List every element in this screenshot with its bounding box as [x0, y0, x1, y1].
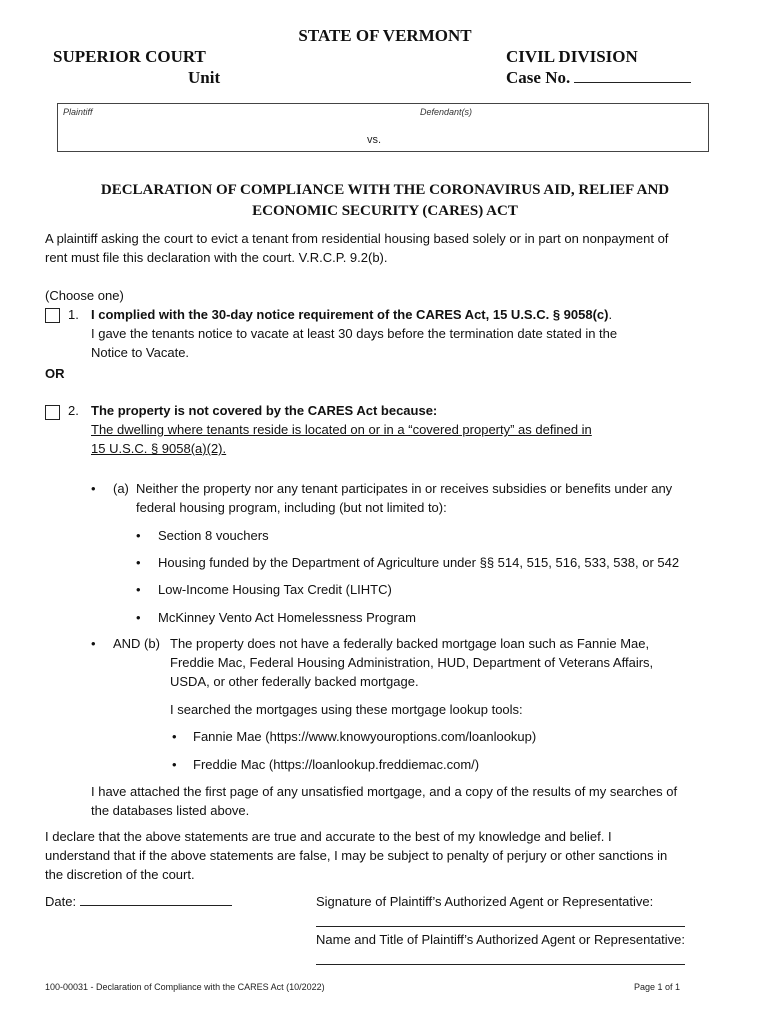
option-1-checkbox[interactable]	[45, 308, 60, 323]
program-bullet: •	[136, 528, 141, 543]
program-item: McKinney Vento Act Homelessness Program	[158, 610, 416, 625]
attached-line-2: the databases listed above.	[91, 803, 250, 818]
defendant-label: Defendant(s)	[420, 107, 473, 117]
item-b-line-3: USDA, or other federally backed mortgage.	[170, 674, 419, 689]
program-bullet: •	[136, 610, 141, 625]
option-2-line-1: The dwelling where tenants reside is located on or in a “covered property” as defined in	[91, 422, 592, 437]
intro-line-2: rent must file this declaration with the court. V.R.C.P. 9.2(b).	[45, 250, 388, 265]
option-1-line-2: Notice to Vacate.	[91, 345, 190, 360]
option-2-line-2: 15 U.S.C. § 9058(a)(2).	[91, 441, 227, 456]
name-title-line[interactable]	[316, 964, 685, 965]
item-b-label: AND (b)	[113, 636, 160, 651]
option-1-text	[91, 305, 617, 362]
or-divider: OR	[45, 366, 65, 381]
case-number-label: Case No.	[506, 68, 571, 87]
case-number-field[interactable]	[574, 82, 691, 83]
item-a-label: (a)	[113, 481, 129, 496]
item-b-line-2: Freddie Mac, Federal Housing Administration, HUD, Department of Veterans Affairs,	[170, 655, 654, 670]
declare-line-1: I declare that the above statements are true and accurate to the best of my knowledge and belief. I	[45, 829, 612, 844]
tool-item: Freddie Mac (https://loanlookup.freddiemac.com/)	[193, 757, 480, 772]
defendant-field[interactable]	[413, 104, 708, 151]
program-item: Low-Income Housing Tax Credit (LIHTC)	[158, 582, 392, 597]
item-a-text	[136, 479, 672, 517]
option-1-number: 1.	[68, 307, 79, 322]
plaintiff-label: Plaintiff	[63, 107, 93, 117]
unit-label: Unit	[188, 68, 221, 87]
page-number: Page 1 of 1	[634, 982, 681, 992]
option-2-heading: The property is not covered by the CARES Act because:	[91, 403, 438, 418]
intro-paragraph	[45, 229, 668, 267]
document-title	[0, 180, 770, 222]
declaration-statement	[45, 827, 667, 884]
division-label: CIVIL DIVISION	[506, 47, 638, 66]
declare-line-3: the discretion of the court.	[45, 867, 195, 882]
date-row	[45, 892, 232, 911]
plaintiff-field[interactable]	[58, 104, 358, 151]
option-1-line-1: I gave the tenants notice to vacate at least 30 days before the termination date stated in the	[91, 326, 618, 341]
tool-bullet: •	[172, 729, 177, 744]
bullet-b: •	[91, 636, 96, 651]
option-2-number: 2.	[68, 403, 79, 418]
item-b-line-1: The property does not have a federally backed mortgage loan such as Fannie Mae,	[170, 636, 650, 651]
title-line-2: ECONOMIC SECURITY (CARES) ACT	[252, 203, 518, 219]
attached-line-1: I have attached the first page of any unsatisfied mortgage, and a copy of the results of my searches of	[91, 784, 678, 799]
declare-line-2: understand that if the above statements are false, I may be subject to penalty of perjury or other sanctions in	[45, 848, 668, 863]
item-a-line-2: federal housing program, including (but not limited to):	[136, 500, 447, 515]
attachment-statement	[91, 782, 677, 820]
name-title-label: Name and Title of Plaintiff’s Authorized Agent or Representative:	[316, 932, 686, 947]
item-a-line-1: Neither the property nor any tenant participates in or receives subsidies or benefits under any	[136, 481, 673, 496]
date-field[interactable]	[80, 905, 232, 906]
state-heading: STATE OF VERMONT	[298, 26, 472, 45]
caption-box	[57, 103, 709, 152]
option-1-heading-end: .	[608, 307, 613, 322]
date-label: Date:	[45, 894, 77, 909]
program-bullet: •	[136, 582, 141, 597]
item-b-text	[170, 634, 653, 691]
form-number: 100-00031 - Declaration of Compliance with the CARES Act (10/2022)	[45, 982, 325, 992]
tool-item: Fannie Mae (https://www.knowyouroptions.com/loanlookup)	[193, 729, 537, 744]
program-bullet: •	[136, 555, 141, 570]
bullet-a: •	[91, 481, 96, 496]
program-item: Housing funded by the Department of Agriculture under §§ 514, 515, 516, 533, 538, or 542	[158, 555, 680, 570]
title-line-1: DECLARATION OF COMPLIANCE WITH THE CORONAVIRUS AID, RELIEF AND	[100, 182, 670, 198]
versus-label: vs.	[367, 134, 382, 146]
program-item: Section 8 vouchers	[158, 528, 269, 543]
choose-one: (Choose one)	[45, 288, 124, 303]
signature-label: Signature of Plaintiff’s Authorized Agent or Representative:	[316, 894, 654, 909]
lookup-intro: I searched the mortgages using these mortgage lookup tools:	[170, 702, 523, 717]
option-2-text	[91, 401, 592, 458]
tool-bullet: •	[172, 757, 177, 772]
case-number-row	[506, 67, 691, 89]
option-1-heading: I complied with the 30-day notice requirement of the CARES Act, 15 U.S.C. § 9058(c)	[91, 307, 609, 322]
intro-line-1: A plaintiff asking the court to evict a tenant from residential housing based solely or in part on nonpayment of	[45, 231, 669, 246]
court-name: SUPERIOR COURT	[53, 47, 206, 66]
option-2-checkbox[interactable]	[45, 405, 60, 420]
signature-line[interactable]	[316, 926, 685, 927]
